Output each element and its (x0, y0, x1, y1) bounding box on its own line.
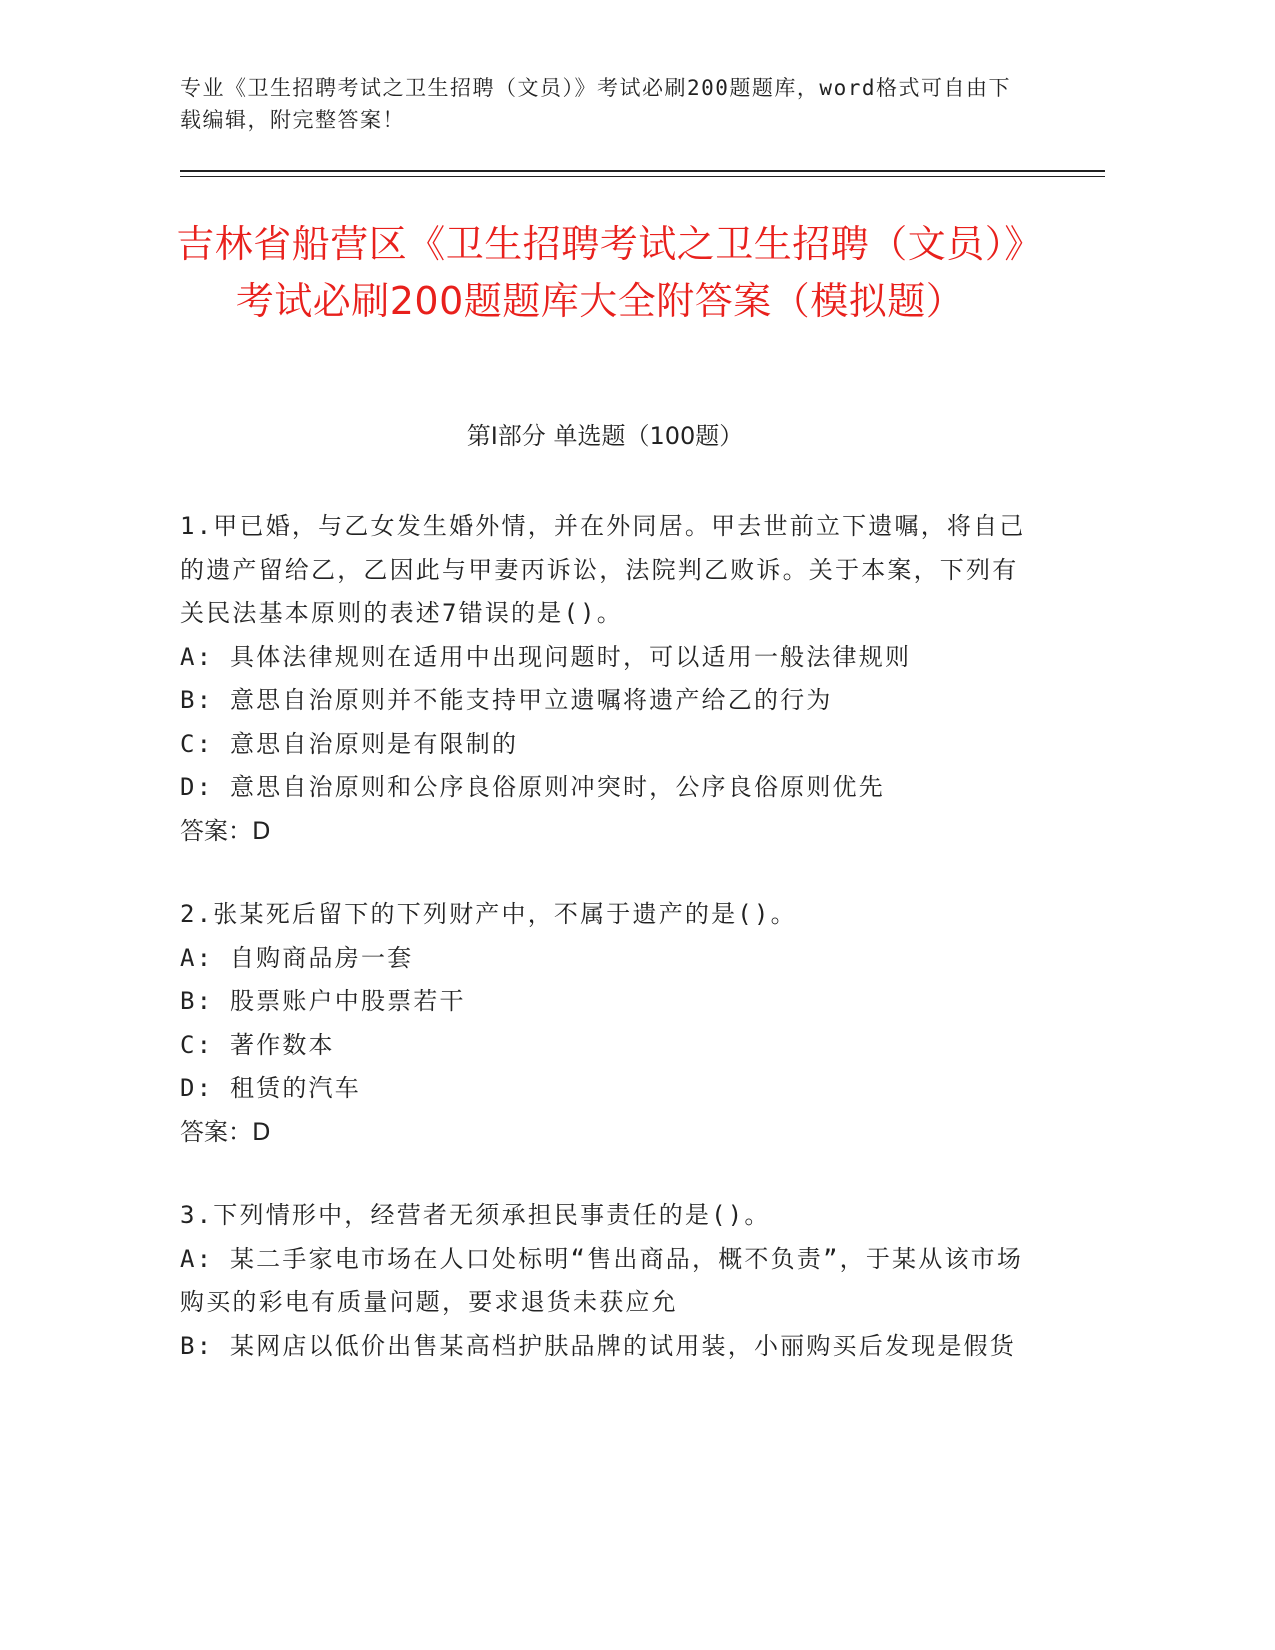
question-1 (180, 505, 1040, 853)
question-text: 2.张某死后留下的下列财产中，不属于遗产的是()。 (180, 900, 797, 928)
option-d: D: 租赁的汽车 (180, 1074, 361, 1102)
answer: 答案：D (180, 1117, 271, 1146)
answer: 答案：D (180, 816, 271, 845)
question-text: 3.下列情形中，经营者无须承担民事责任的是()。 (180, 1201, 771, 1229)
option-a: A: 具体法律规则在适用中出现问题时，可以适用一般法律规则 (180, 642, 912, 671)
option-b: B: 股票账户中股票若干 (180, 987, 466, 1015)
option-c: C: 意思自治原则是有限制的 (180, 729, 519, 758)
option-a: A: 某二手家电市场在人口处标明“售出商品，概不负责”，于某从该市场购买的彩电有质量问题，要求退货未获应允 (180, 1244, 1024, 1316)
option-b: B: 意思自治原则并不能支持甲立遗嘱将遗产给乙的行为 (180, 686, 833, 714)
question-3 (180, 1194, 1040, 1368)
option-c: C: 著作数本 (180, 1030, 335, 1059)
option-a: A: 自购商品房一套 (180, 943, 414, 972)
header-divider-thick (180, 170, 1105, 172)
header-divider-thin (180, 176, 1105, 177)
section-heading: 第I部分 单选题（100题） (466, 422, 744, 450)
question-list (180, 505, 1040, 1408)
header-note: 专业《卫生招聘考试之卫生招聘（文员）》考试必刷200题题库，word格式可自由下载编辑，附完整答案！ (180, 76, 1011, 132)
option-d: D: 意思自治原则和公序良俗原则冲突时，公序良俗原则优先 (180, 773, 885, 801)
option-b: B: 某网店以低价出售某高档护肤品牌的试用装，小丽购买后发现是假货 (180, 1331, 1016, 1360)
document-title: 吉林省船营区《卫生招聘考试之卫生招聘（文员）》考试必刷200题题库大全附答案（模拟题） (176, 222, 1024, 323)
question-text: 1.甲已婚，与乙女发生婚外情，并在外同居。甲去世前立下遗嘱，将自己的遗产留给乙，乙因此与甲妻丙诉讼，法院判乙败诉。关于本案，下列有关民法基本原则的表述7错误的是()。 (180, 512, 1026, 627)
question-2 (180, 893, 1040, 1154)
